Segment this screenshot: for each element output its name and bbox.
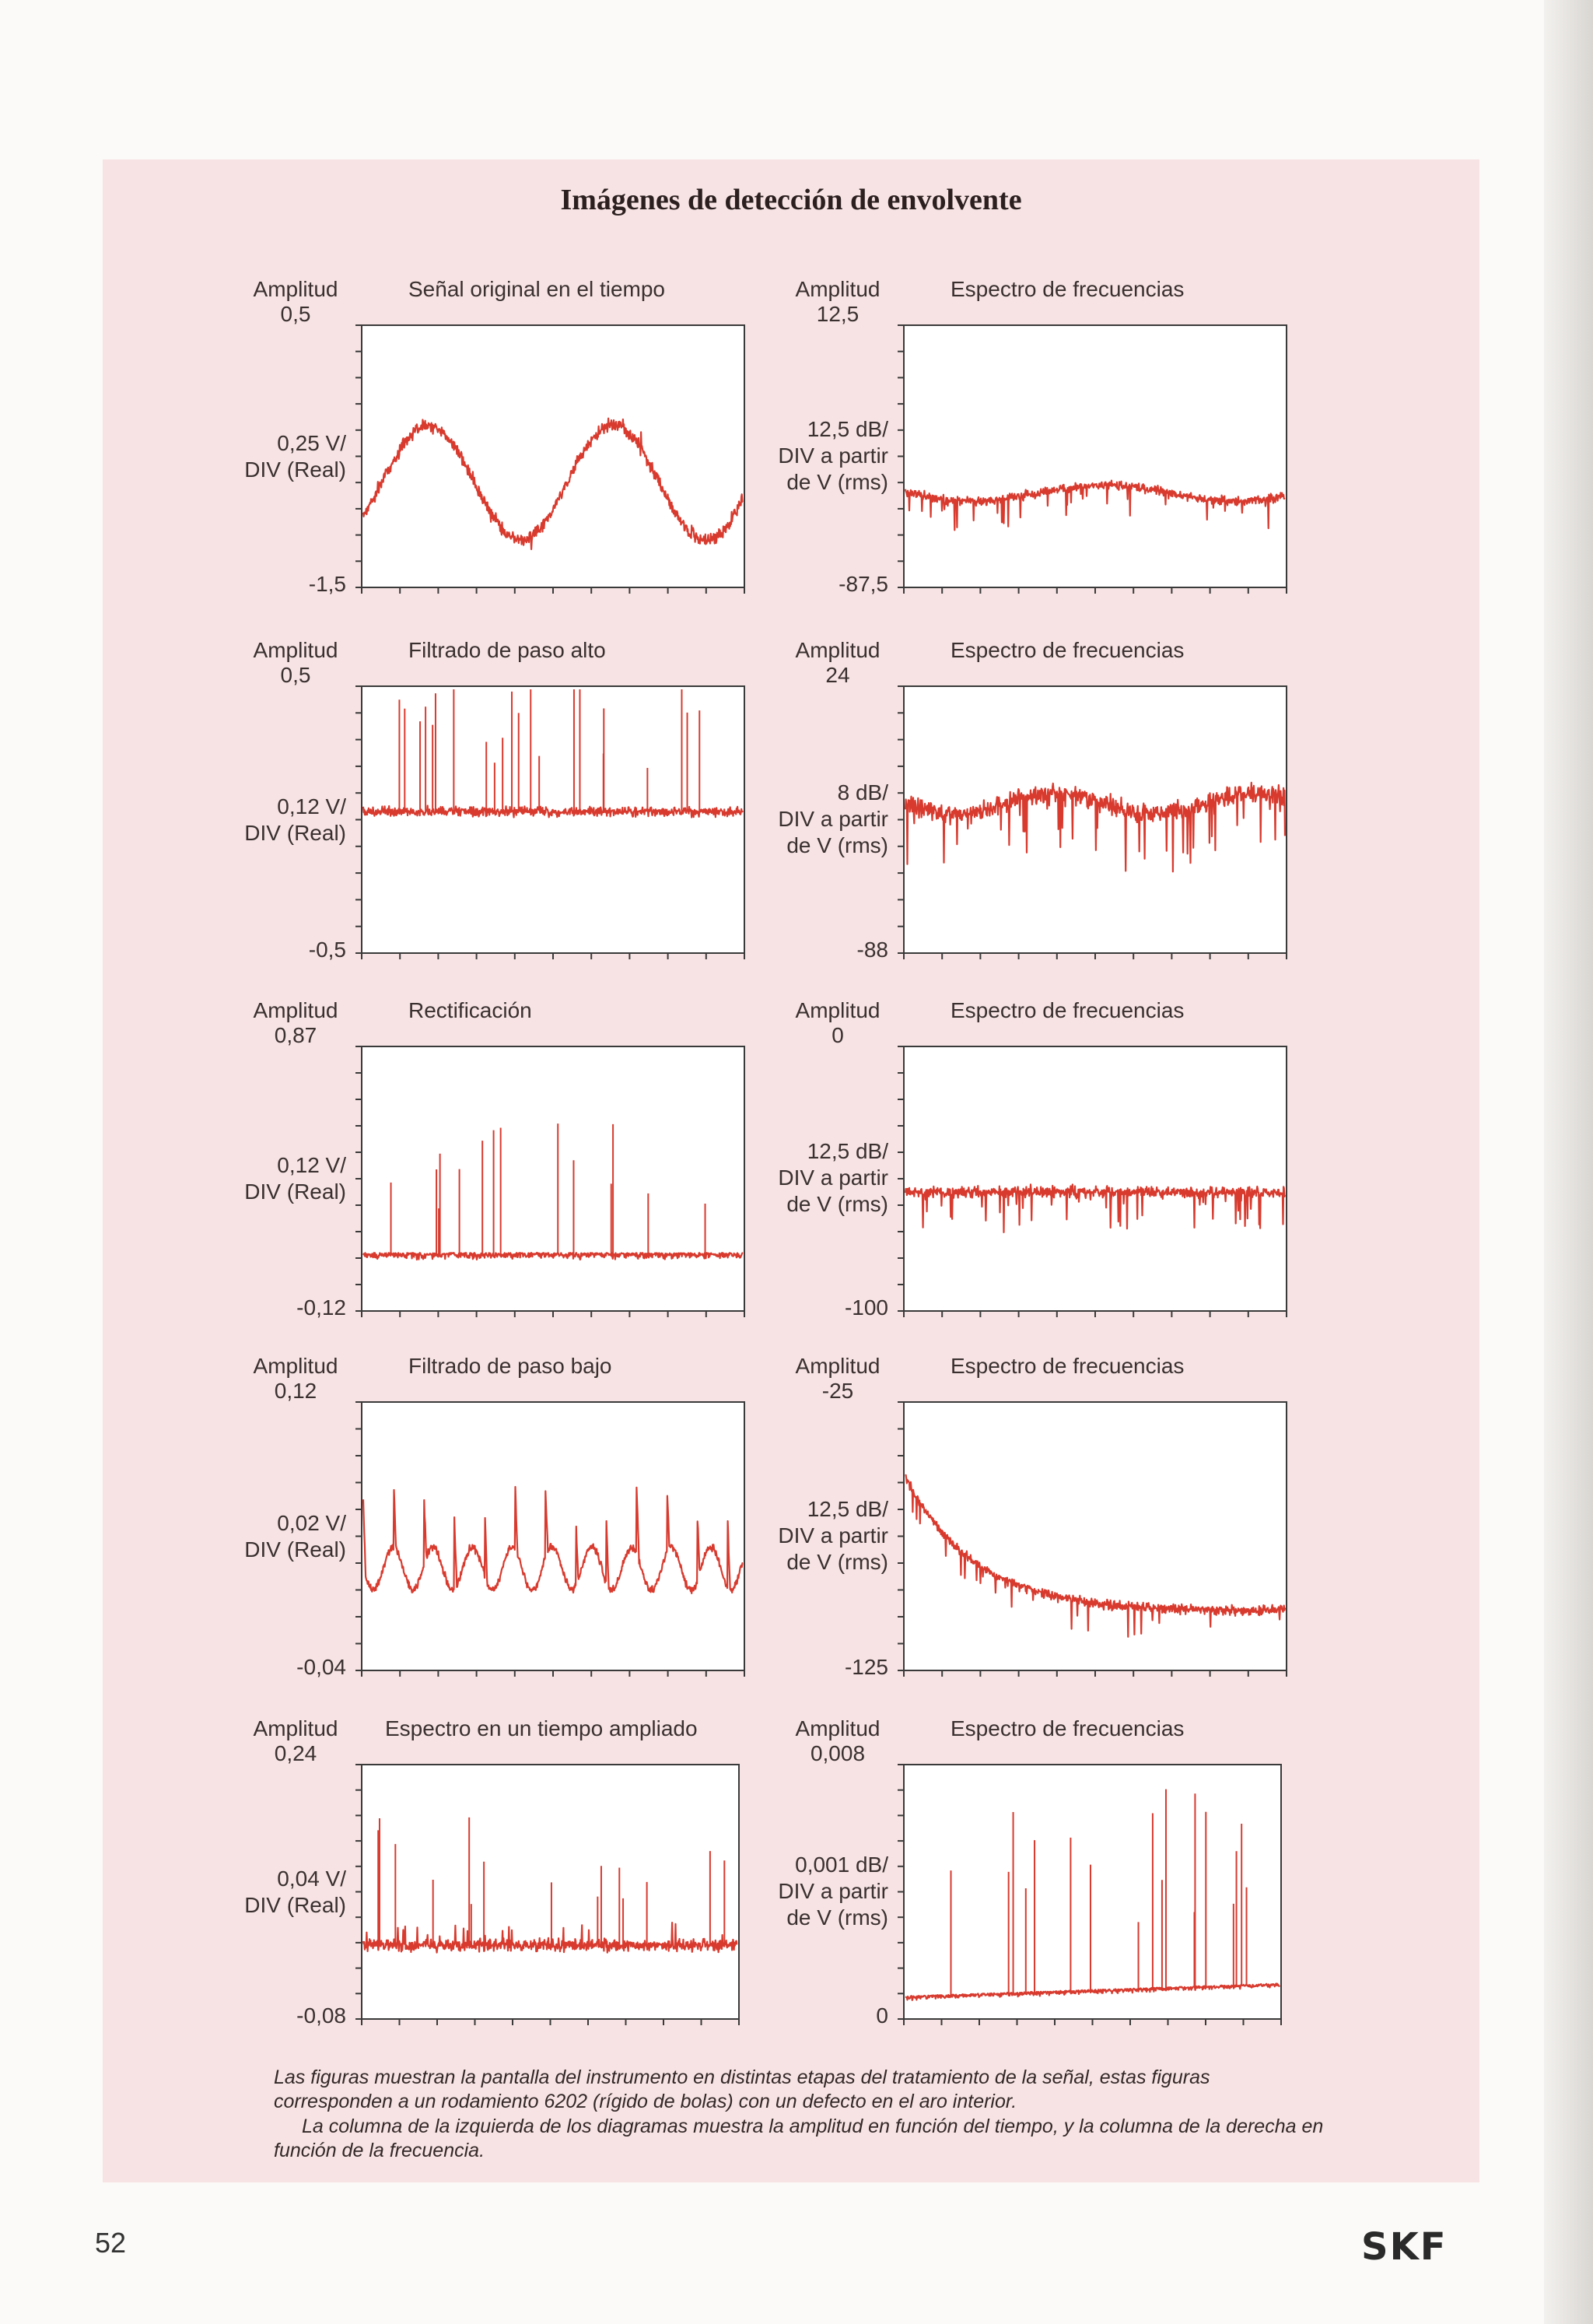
plot-frame bbox=[904, 1765, 1281, 2019]
plot-scale-label: 0,25 V/ DIV (Real) bbox=[244, 430, 346, 482]
frequency-spectrum-plot bbox=[898, 686, 1311, 969]
plot-amplitude-label: Amplitud bbox=[795, 998, 881, 1022]
plot-top-value: 24 bbox=[825, 663, 850, 687]
plot-scale-label: 12,5 dB/ DIV a partir de V (rms) bbox=[778, 416, 888, 494]
plot-heading: Espectro de frecuencias bbox=[951, 1354, 1185, 1378]
time-signal-plot bbox=[355, 1402, 769, 1686]
plot-scale-label: 12,5 dB/ DIV a partir de V (rms) bbox=[778, 1496, 888, 1574]
plot-bottom-value: -0,04 bbox=[296, 1655, 346, 1679]
figure-caption bbox=[274, 2066, 1332, 2163]
plot-amplitude-label: Amplitud bbox=[795, 1716, 881, 1740]
time-signal-plot bbox=[355, 325, 769, 603]
plot-frame bbox=[904, 1402, 1287, 1670]
plot-bottom-value: -0,08 bbox=[296, 2003, 346, 2028]
plot-scale-label: 0,12 V/ DIV (Real) bbox=[244, 1153, 346, 1204]
plot-amplitude-label: Amplitud bbox=[253, 998, 338, 1022]
plot-amplitude-label: Amplitud bbox=[253, 1354, 338, 1378]
plot-frame bbox=[904, 1046, 1287, 1311]
frequency-spectrum-plot bbox=[898, 1046, 1311, 1327]
plot-heading: Espectro de frecuencias bbox=[951, 998, 1185, 1022]
plot-top-value: 12,5 bbox=[816, 302, 860, 326]
figure-title: Imágenes de detección de envolvente bbox=[560, 184, 1022, 216]
plot-scale-label: 0,001 dB/ DIV a partir de V (rms) bbox=[778, 1852, 888, 1930]
plot-heading: Espectro de frecuencias bbox=[951, 277, 1185, 301]
frequency-spectrum-plot bbox=[898, 1765, 1306, 2035]
page-edge-shadow bbox=[1544, 0, 1593, 2324]
plot-amplitude-label: Amplitud bbox=[795, 277, 881, 301]
plot-amplitude-label: Amplitud bbox=[253, 277, 338, 301]
plot-top-value: 0 bbox=[832, 1023, 844, 1047]
plot-heading: Rectificación bbox=[408, 998, 532, 1022]
plot-bottom-value: -125 bbox=[844, 1655, 888, 1679]
plot-scale-label: 12,5 dB/ DIV a partir de V (rms) bbox=[778, 1139, 888, 1217]
skf-logo: SKF bbox=[1361, 2225, 1448, 2269]
plot-top-value: 0,008 bbox=[810, 1741, 866, 1765]
plot-frame bbox=[362, 1046, 744, 1311]
plot-amplitude-label: Amplitud bbox=[253, 1716, 338, 1740]
plot-bottom-value: -100 bbox=[844, 1295, 888, 1320]
plot-bottom-value: -0,5 bbox=[308, 938, 346, 962]
plot-amplitude-label: Amplitud bbox=[795, 1354, 881, 1378]
caption-paragraph-2: La columna de la izquierda de los diagramas muestra la amplitud en función del tiempo, y la columna de la derecha en función de la frecuencia. bbox=[274, 2115, 1324, 2161]
plot-frame bbox=[904, 325, 1287, 587]
plot-heading: Filtrado de paso bajo bbox=[408, 1354, 612, 1378]
time-signal-plot bbox=[355, 686, 769, 969]
plot-top-value: 0,87 bbox=[274, 1023, 317, 1047]
plot-frame bbox=[362, 325, 744, 587]
page-number: 52 bbox=[95, 2227, 127, 2259]
plot-scale-label: 8 dB/ DIV a partir de V (rms) bbox=[778, 780, 888, 857]
plot-heading: Espectro de frecuencias bbox=[951, 638, 1185, 662]
plot-top-value: -25 bbox=[821, 1379, 854, 1403]
plot-top-value: 0,12 bbox=[274, 1379, 317, 1403]
plot-heading: Espectro en un tiempo ampliado bbox=[385, 1716, 698, 1740]
time-signal-plot bbox=[355, 1765, 764, 2035]
plot-bottom-value: -1,5 bbox=[308, 572, 346, 596]
plot-top-value: 0,5 bbox=[280, 302, 311, 326]
plot-bottom-value: -0,12 bbox=[296, 1295, 346, 1320]
frequency-spectrum-plot bbox=[898, 1402, 1311, 1686]
plot-scale-label: 0,04 V/ DIV (Real) bbox=[244, 1866, 346, 1917]
plot-frame bbox=[362, 1402, 744, 1670]
plot-heading: Filtrado de paso alto bbox=[408, 638, 606, 662]
plot-top-value: 0,24 bbox=[274, 1741, 317, 1765]
plot-scale-label: 0,12 V/ DIV (Real) bbox=[244, 794, 346, 845]
plot-bottom-value: -88 bbox=[856, 938, 888, 962]
plot-frame bbox=[362, 1765, 739, 2019]
plot-scale-label: 0,02 V/ DIV (Real) bbox=[244, 1510, 346, 1562]
caption-paragraph-1: Las figuras muestran la pantalla del instrumento en distintas etapas del tratamiento de la señal, estas figuras corresponden a un rodamiento 6202 (rígido de bolas) con un defecto en el aro interior. bbox=[274, 2066, 1210, 2113]
frequency-spectrum-plot bbox=[898, 325, 1311, 603]
plot-heading: Señal original en el tiempo bbox=[408, 277, 665, 301]
time-signal-plot bbox=[355, 1046, 769, 1327]
plot-top-value: 0,5 bbox=[280, 663, 311, 687]
plot-bottom-value: -87,5 bbox=[839, 572, 888, 596]
plot-heading: Espectro de frecuencias bbox=[951, 1716, 1185, 1740]
plot-amplitude-label: Amplitud bbox=[795, 638, 881, 662]
plot-amplitude-label: Amplitud bbox=[253, 638, 338, 662]
plot-bottom-value: 0 bbox=[876, 2003, 888, 2028]
